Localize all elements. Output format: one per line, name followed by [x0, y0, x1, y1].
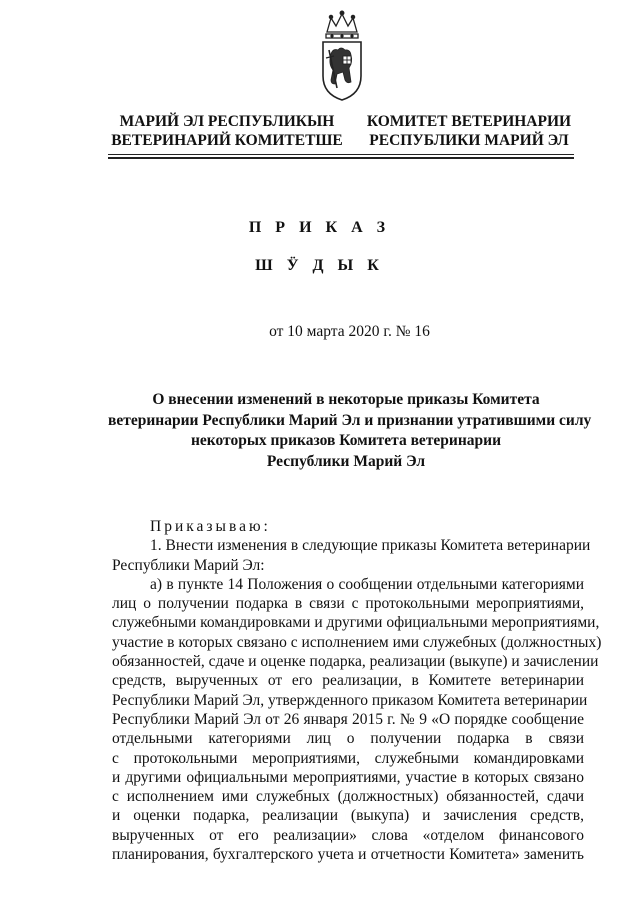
title-line: ветеринарии Республики Марий Эл и признании утратившими силу — [108, 411, 592, 429]
header-right-line1: КОМИТЕТ ВЕТЕРИНАРИИ — [366, 113, 572, 130]
body-line: а) в пункте 14 Положения о сообщении отдельными категориями — [150, 575, 584, 593]
body-line: с исполнением ими служебных (должностных) обязанностей, сдачи — [112, 788, 584, 806]
body-line: отдельными категориями лиц о получении подарка в связи — [112, 730, 584, 748]
header-left-line2: ВЕТЕРИНАРИЙ КОМИТЕТШЕ — [111, 132, 343, 149]
body-line: и другими официальными мероприятиями, участие в которых связано — [112, 768, 584, 786]
title-line: О внесении изменений в некоторые приказы Комитета — [152, 391, 540, 408]
coat-of-arms-emblem — [317, 10, 367, 102]
body-line: обязанностей, сдаче и оценке подарка, реализации (выкупе) и зачислении — [112, 653, 599, 671]
body-line: участие в которых связано с исполнением ими служебных (должностных) — [112, 633, 602, 651]
body-line: вырученных от его реализации» слова «отделом финансового — [112, 826, 584, 844]
header-left-line1: МАРИЙ ЭЛ РЕСПУБЛИКЫН — [119, 113, 335, 130]
date-number: от 10 марта 2020 г. № 16 — [269, 323, 430, 340]
header-right-line2: РЕСПУБЛИКИ МАРИЙ ЭЛ — [369, 132, 569, 149]
header-left — [108, 112, 346, 150]
document-body — [112, 517, 602, 864]
body-line: 1. Внести изменения в следующие приказы Комитета ветеринарии — [150, 537, 591, 555]
title-line: некоторых приказов Комитета ветеринарии — [190, 432, 502, 449]
body-line: Республики Марий Эл: — [112, 556, 265, 574]
document-title — [108, 390, 592, 472]
body-line: Республики Марий Эл от 26 января 2015 г. № 9 «О порядке сообщение — [112, 710, 584, 728]
body-line: Республики Марий Эл, утвержденного приказом Комитета ветеринарии — [112, 691, 588, 709]
header-divider-thin — [108, 154, 574, 155]
body-line: лиц о получении подарка в связи с протокольными мероприятиями, — [112, 595, 584, 613]
order-word: Приказываю: — [150, 518, 271, 535]
body-line: служебными командировками и другими официальными мероприятиями, — [112, 614, 600, 632]
body-line: средств, вырученных от его реализации, в Комитете ветеринарии — [112, 672, 584, 690]
document-type-mari: Ш Ӱ Д Ы К — [255, 257, 384, 274]
title-line: Республики Марий Эл — [266, 452, 426, 470]
body-line: планирования, бухгалтерского учета и отчетности Комитета» заменить — [112, 846, 584, 864]
document-type-ru: П Р И К А З — [248, 219, 391, 236]
header-right — [362, 112, 576, 150]
body-line: с протокольными мероприятиями, служебными командировками — [112, 749, 584, 767]
header-divider-thick — [108, 157, 574, 159]
body-line: и оценки подарка, реализации (выкупа) и зачисления средств, — [112, 807, 584, 825]
